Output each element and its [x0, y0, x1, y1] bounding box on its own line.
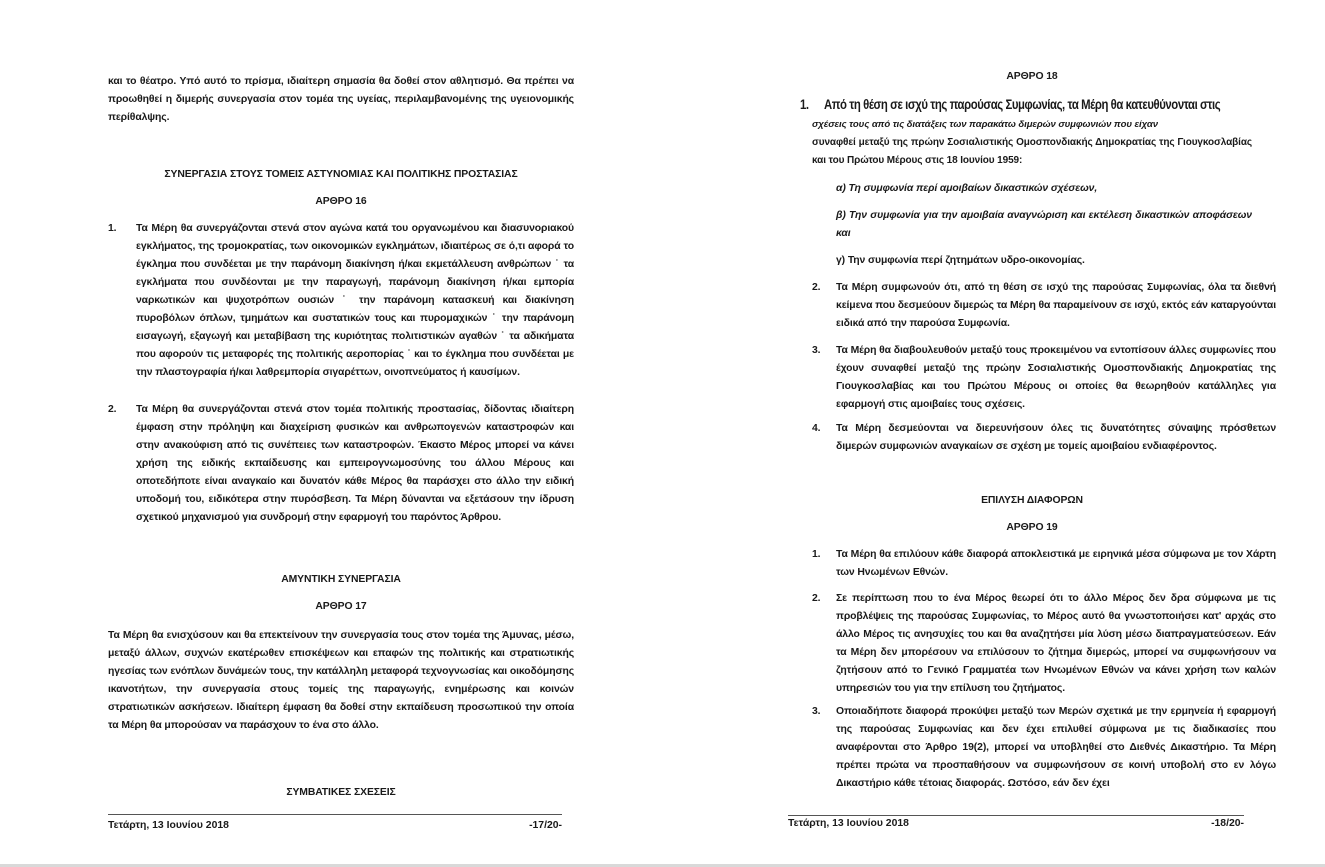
footer-date: Τετάρτη, 13 Ιουνίου 2018 [108, 820, 229, 831]
article-18-sub-item-a: α) Τη συμφωνία περί αμοιβαίων δικαστικών σχέσεων, [836, 183, 1098, 194]
document-page-17 [0, 0, 662, 864]
page-number: -17/20- [529, 820, 562, 831]
item-text: Τα Μέρη θα επιλύουν κάθε διαφορά αποκλειστικά με ειρηνικά μέσα σύμφωνα με τον Χάρτη των Ηνωμένων Εθνών. [836, 549, 1276, 578]
item-text: Τα Μέρη δεσμεύονται να διερευνήσουν όλες τις δυνατότητες σύναψης πρόσθετων διμερών συμφωνιών αναγκαίων σε σχέση με τομείς αμοιβαίου ενδιαφέροντος. [836, 423, 1276, 452]
item-text: Σε περίπτωση που το ένα Μέρος θεωρεί ότι το άλλο Μέρος δεν δρα σύμφωνα με τις προβλέψεις της παρούσας Συμφωνίας, το Μέρος αυτό θα γνωστοποιήσει κατ' αρχάς στο άλλο Μέρος τις ανησυχίες του και θα αναζητήσει μία λύση μέσω διαπραγματεύσεων. Εάν τα Μέρη δεν μπορέσουν να επιλύσουν το ζήτημα διμερώς, μπορεί να συμφωνήσουν να ζητήσουν από το Γενικό Γραμματέα των Ηνωμένων Εθνών να κάνει χρήση των καλών υπηρεσιών του για την επίλυση του ζητήματος. [836, 593, 1276, 694]
article-16-item-2 [108, 401, 574, 527]
page-number: -18/20- [1211, 818, 1244, 829]
item-text-italic: σχέσεις τους από τις διατάξεις των παρακάτω διμερών συμφωνιών που είχαν [812, 119, 1158, 130]
item-text: Οποιαδήποτε διαφορά προκύψει μεταξύ των Μερών σχετικά με την ερμηνεία ή εφαρμογή της παρούσας Συμφωνίας και δεν έχει επιλυθεί σύμφωνα με τις διαδικασίες που αναφέρονται στο Άρθρο 19(2), μπορεί να υποβληθεί στο Διεθνές Δικαστήριο. Τα Μέρη πρέπει πρώτα να προσπαθήσουν να συμφωνήσουν σε κοινή υποβολή στο εν λόγω Δικαστήριο κάθε τέτοιας διαφοράς. Ωστόσο, εάν δεν έχει [836, 706, 1276, 789]
item-number: 4. [812, 423, 821, 434]
section-heading-defence-cooperation: ΑΜΥΝΤΙΚΗ ΣΥΝΕΡΓΑΣΙΑ [281, 574, 401, 585]
article-19-item-3 [812, 703, 1276, 793]
item-number: 3. [812, 345, 821, 356]
article-16-item-1 [108, 220, 574, 382]
item-number: 2. [108, 404, 117, 415]
item-number: 1. [812, 549, 821, 560]
footer-date: Τετάρτη, 13 Ιουνίου 2018 [788, 818, 909, 829]
article-17-title: ΑΡΘΡΟ 17 [315, 601, 367, 612]
item-number: 1. [108, 223, 117, 234]
section-heading-dispute-resolution: ΕΠΙΛΥΣΗ ΔΙΑΦΟΡΩΝ [981, 495, 1083, 506]
intro-paragraph: και το θέατρο. Υπό αυτό το πρίσμα, ιδιαίτερη σημασία θα δοθεί στον αθλητισμό. Θα πρέπει να προωθηθεί η διμερής συνεργασία στον τομέα της υγείας, περιλαμβανομένης της υγειονομικής περίθαλψης. [108, 76, 574, 123]
item-number: 2. [812, 593, 821, 604]
item-lead-text: Από τη θέση σε ισχύ της παρούσας Συμφωνίας, τα Μέρη θα κατευθύνονται στις [824, 97, 1221, 112]
article-17-text: Τα Μέρη θα ενισχύσουν και θα επεκτείνουν την συνεργασία τους στον τομέα της Άμυνας, μέσω, μεταξύ άλλων, συχνών εκατέρωθεν επισκέψεων και επαφών της πολιτικής και στρατιωτικής ηγεσίας των ενόπλων δυνάμεών τους, την κατάλληλη μεταφορά τεχνογνωσίας και οικοδόμησης ικανοτήτων, την συνεργασία στους τομείς της παραγωγής, ενημέρωσης και κοινών στρατιωτικών ασκήσεων. Ιδιαίτερη έμφαση θα δοθεί στην εκπαίδευση προσωπικού την οποία τα Μέρη θα μπορούσαν να παράσχουν το ένα στο άλλο. [108, 630, 574, 731]
article-18-item-2 [812, 279, 1276, 333]
section-heading-police-civil-protection: ΣΥΝΕΡΓΑΣΙΑ ΣΤΟΥΣ ΤΟΜΕΙΣ ΑΣΤΥΝΟΜΙΑΣ ΚΑΙ ΠΟΛΙΤΙΚΗΣ ΠΡΟΣΤΑΣΙΑΣ [164, 169, 518, 180]
item-number: 3. [812, 706, 821, 717]
footer-divider [108, 814, 562, 815]
item-text: συναφθεί μεταξύ της πρώην Σοσιαλιστικής Ομοσπονδιακής Δημοκρατίας της Γιουγκοσλαβίας και του Πρώτου Μέρους στις 18 Ιουνίου 1959: [812, 137, 1252, 166]
article-19-item-2 [812, 590, 1276, 698]
article-18-sub-item-c: γ) Την συμφωνία περί ζητημάτων υδρο-οικονομίας. [836, 255, 1085, 266]
article-18-sub-item-b: β) Την συμφωνία για την αμοιβαία αναγνώριση και εκτέλεση δικαστικών αποφάσεων και [836, 210, 1252, 239]
article-18-title: ΑΡΘΡΟ 18 [1006, 71, 1058, 82]
article-19-title: ΑΡΘΡΟ 19 [1006, 522, 1058, 533]
article-18-item-1 [800, 96, 1252, 170]
article-18-item-4 [812, 420, 1276, 456]
footer-divider [788, 815, 1244, 816]
section-heading-treaty-relations: ΣΥΜΒΑΤΙΚΕΣ ΣΧΕΣΕΙΣ [286, 787, 396, 798]
article-18-item-3 [812, 342, 1276, 414]
item-text: Τα Μέρη συμφωνούν ότι, από τη θέση σε ισχύ της παρούσας Συμφωνίας, όλα τα διεθνή κείμενα που δεσμεύουν διμερώς τα Μέρη θα παραμείνουν σε ισχύ, εκτός εάν καταργούνται ειδικά από την παρούσα Συμφωνία. [836, 282, 1276, 329]
item-text: Τα Μέρη θα διαβουλευθούν μεταξύ τους προκειμένου να εντοπίσουν άλλες συμφωνίες που έχουν συναφθεί μεταξύ της πρώην Σοσιαλιστικής Ομοσπονδιακής Δημοκρατίας της Γιουγκοσλαβίας και του Πρώτου Μέρους οι οποίες θα θεωρηθούν κατάλληλες για εφαρμογή στις αμοιβαίες τους σχέσεις. [836, 345, 1276, 410]
article-19-item-1 [812, 546, 1276, 582]
article-16-title: ΑΡΘΡΟ 16 [315, 196, 367, 207]
item-number: 2. [812, 282, 821, 293]
item-text: Τα Μέρη θα συνεργάζονται στενά στον αγώνα κατά του οργανωμένου και διασυνοριακού εγκλήματος, της τρομοκρατίας, των οικονομικών εγκλημάτων, ιδιαιτέρως σε ό,τι αφορά το έγκλημα που συνδέεται με την παράνομη διακίνηση ή/και εκμετάλλευση ανθρώπων ˙ τα εγκλήματα που συνδέονται με την παραγωγή, παράνομη διακίνηση ή/και εμπορία ναρκωτικών και ψυχοτρόπων ουσιών ˙ την παράνομη κατασκευή και διακίνηση πυροβόλων όπλων, τμημάτων και συστατικών τους και πυρομαχικών ˙ την παράνομη εισαγωγή, εξαγωγή και μεταβίβαση της κυριότητας πολιτιστικών αγαθών ˙ τα αδικήματα που αφορούν τις μεταφορές της πολιτικής αεροπορίας ˙ και το έγκλημα που συνδέεται με την πλαστογραφία ή/και λαθρεμπορία σιγαρέττων, οινοπνεύματος ή καυσίμων. [136, 223, 574, 378]
item-text: Τα Μέρη θα συνεργάζονται στενά στον τομέα πολιτικής προστασίας, δίδοντας ιδιαίτερη έμφαση στην πρόληψη και διαχείριση φυσικών και ανθρωπογενών καταστροφών και στην ανακούφιση από τις συνέπειες των καταστροφών. Έκαστο Μέρος μπορεί να κάνει χρήση της ειδικής εκπαίδευσης και εμπειρογνωμοσύνης του άλλου Μέρους και οποτεδήποτε είναι αναγκαίο και δυνατόν κάθε Μέρος θα παράσχει στο άλλο την ειδική υποδομή του, ειδικότερα στην πυρόσβεση. Τα Μέρη δύνανται να εξετάσουν την ίδρυση σχετικού μηχανισμού για συνδρομή στην εφαρμογή του παρόντος Άρθρου. [136, 404, 574, 523]
item-number: 1. [800, 97, 809, 112]
document-page-18 [662, 0, 1325, 864]
